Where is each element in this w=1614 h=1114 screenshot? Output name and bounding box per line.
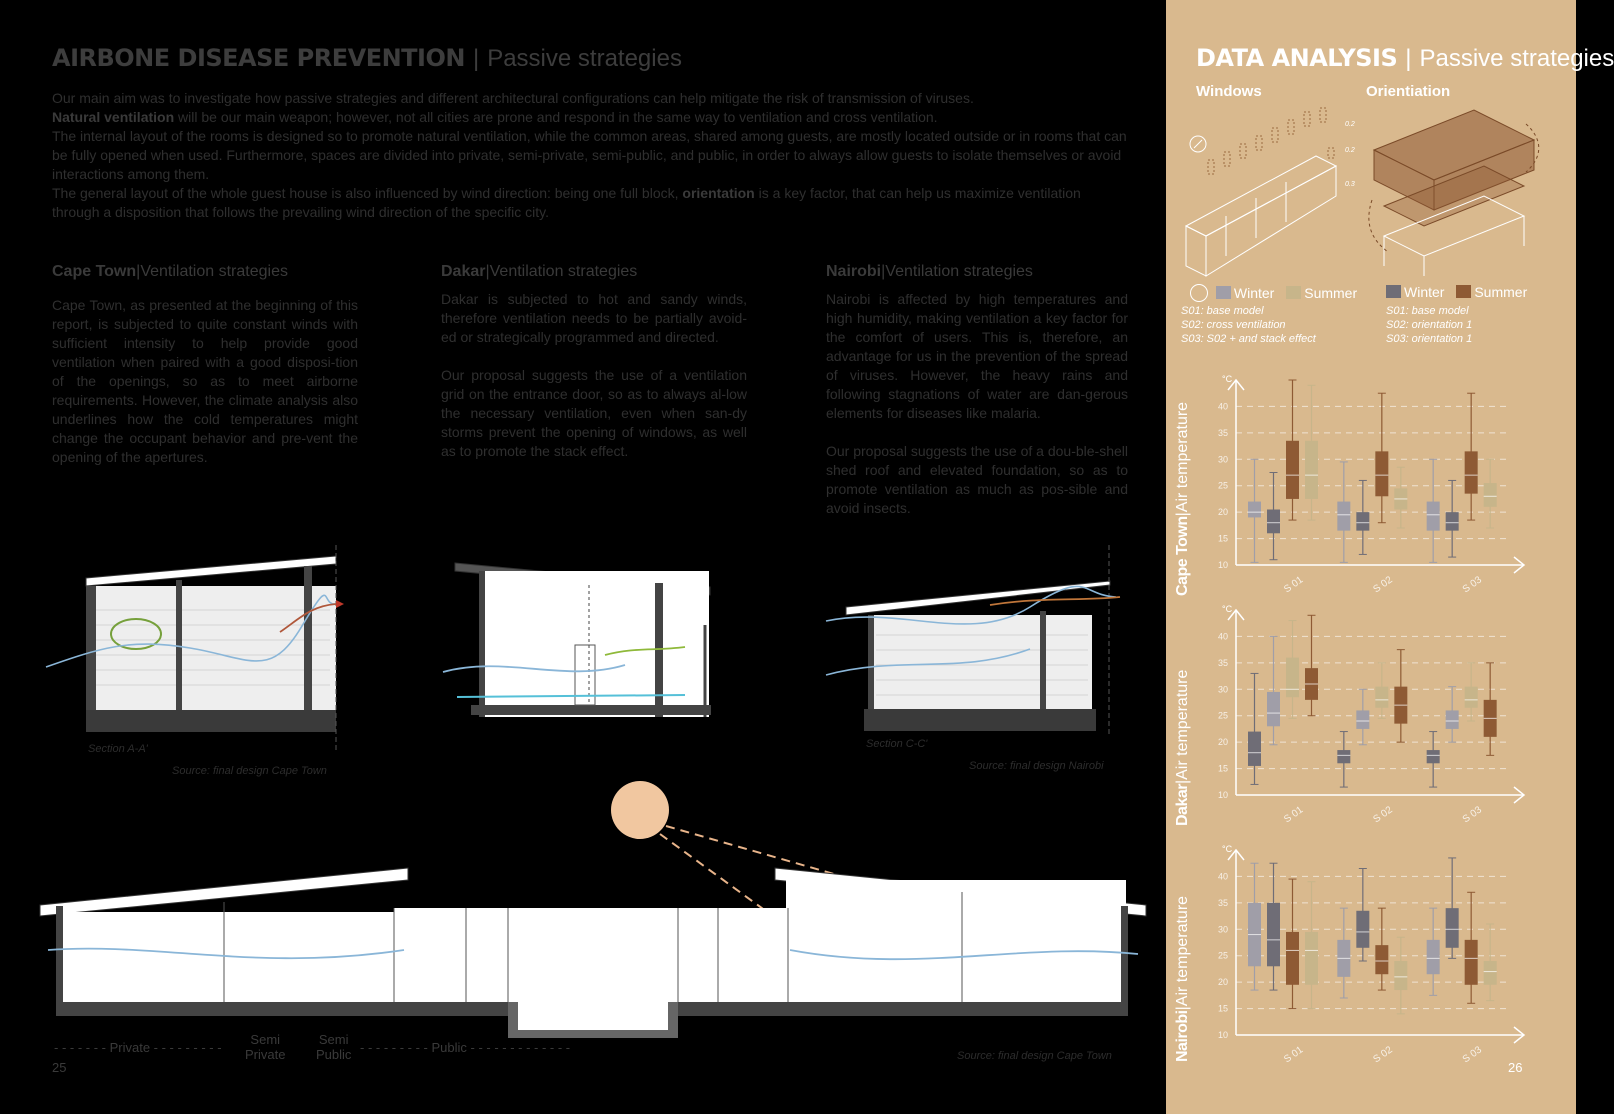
intro-p2: [52, 108, 1132, 127]
y-tick-label: 10: [1217, 1030, 1228, 1040]
chart-ylabel-dakar: [1174, 670, 1192, 826]
intro-p4-a: The general layout of the whole guest house is also influenced by wind direction: being one full block,: [52, 185, 683, 201]
y-tick-label: 35: [1217, 897, 1228, 908]
boxplot-cape-town: [1206, 360, 1536, 600]
heading-sep: |: [485, 263, 490, 280]
ylabel-rest: Air temperature: [1174, 669, 1191, 780]
y-tick-label: 35: [1217, 427, 1228, 438]
y-tick-label: 10: [1217, 560, 1228, 570]
ylabel-sep: |: [1174, 512, 1191, 517]
title-separator: |: [472, 45, 480, 72]
box: [1286, 658, 1299, 698]
heading-nairobi: [826, 263, 1033, 281]
box: [1356, 911, 1369, 948]
y-tick-label: 40: [1217, 631, 1228, 642]
intro-p4: [52, 184, 1132, 222]
ylabel-bold: Dakar: [1174, 784, 1191, 826]
page-number-left: 25: [52, 1060, 67, 1075]
intro-p4-bold: orientation: [682, 185, 755, 201]
zone-semi-public: [316, 1032, 351, 1062]
ylabel-bold: Cape Town: [1174, 516, 1191, 596]
y-tick-label: 40: [1217, 871, 1228, 882]
box: [1375, 945, 1388, 974]
x-tick-label: S 01: [1282, 804, 1306, 826]
heading-city: Dakar: [441, 263, 486, 280]
note-line: S03: S02 + and stack effect: [1181, 333, 1316, 345]
window-tag: 0.3: [1345, 181, 1355, 188]
legend-windows: [1190, 284, 1357, 302]
zone-label: Semi: [250, 1032, 281, 1047]
y-tick-label: 30: [1217, 684, 1228, 695]
zone-public: - - - - - - - - - Public - - - - - - - - - - - - -: [360, 1040, 571, 1055]
legend-summer: Summer: [1474, 284, 1528, 300]
y-tick-label: 20: [1217, 507, 1228, 518]
unit-label: °C: [1222, 604, 1233, 614]
summer-swatch: [1286, 286, 1301, 299]
zone-label: Public: [431, 1040, 467, 1055]
text-dakar: [441, 290, 747, 480]
zone-label: Public: [316, 1047, 352, 1062]
unit-label: °C: [1222, 844, 1233, 854]
box: [1267, 903, 1280, 966]
x-tick-label: S 03: [1460, 804, 1484, 826]
x-tick-label: S 02: [1371, 574, 1395, 596]
page-title-right: [1196, 44, 1614, 73]
box: [1427, 502, 1440, 531]
x-tick-label: S 03: [1460, 1044, 1484, 1066]
section-drawing-nairobi: [820, 545, 1130, 745]
window-tag: 0.2: [1345, 147, 1355, 154]
section-drawing-cape-town: [40, 540, 350, 755]
box: [1356, 710, 1369, 729]
caption-source-bottom: Source: final design Cape Town: [957, 1050, 1112, 1062]
note-line: S02: orientation 1: [1386, 319, 1473, 331]
notes-windows: [1181, 304, 1316, 346]
page-title: [52, 44, 682, 73]
intro-p2-bold: Natural ventilation: [52, 109, 175, 125]
y-tick-label: 25: [1217, 480, 1228, 491]
y-tick-label: 15: [1217, 1003, 1228, 1014]
intro-p1: Our main aim was to investigate how passive strategies and different architectural configurations can help mitigate the risk of transmission of viruses.: [52, 90, 974, 106]
y-tick-label: 15: [1217, 533, 1228, 544]
box: [1465, 687, 1478, 708]
heading-dakar: [441, 263, 637, 281]
section-drawing-dakar: [435, 555, 725, 725]
title-bold: DATA ANALYSIS: [1196, 44, 1398, 72]
summer-swatch: [1456, 285, 1471, 298]
orientation-label: Orientiation: [1366, 83, 1451, 100]
box: [1305, 932, 1318, 985]
x-tick-label: S 01: [1282, 574, 1306, 596]
title-rest: Passive strategies: [1419, 45, 1614, 72]
box: [1248, 732, 1261, 766]
box: [1337, 750, 1350, 763]
paragraph: Cape Town, as presented at the beginning of this report, is subjected to quite constant winds with sufficient intensity to help provide good ventilation when paired with a good disposi-tion of the openings, so as to meet airborne requirements. However, the climate analysis also underlines how the cold temperatures might change the occupant behavior and pre-vent the opening of the apertures.: [52, 297, 358, 465]
x-tick-label: S 03: [1460, 574, 1484, 596]
y-tick-label: 25: [1217, 710, 1228, 721]
intro-p2-rest: will be our main weapon; however, not all cities are prone and respond in the same way to ventilation and cross ventilation.: [174, 109, 938, 125]
ylabel-sep: |: [1174, 1006, 1191, 1011]
box: [1248, 502, 1261, 518]
box: [1427, 750, 1440, 763]
box: [1286, 932, 1299, 985]
sun-icon: [611, 781, 669, 839]
intro-p3: The internal layout of the rooms is designed so to promote natural ventilation, while the common areas, shared among guests, are mostly located outside or in rooms that can be fully opened when used. Furthermore, spaces are divided into private, semi-private, semi-public, and public, in order to always allow guests to isolate themselves or avoid interactions among them.: [52, 128, 1127, 182]
page-number-right: 26: [1508, 1060, 1523, 1075]
caption-section-c: Section C-C': [866, 738, 928, 750]
y-tick-label: 35: [1217, 657, 1228, 668]
zone-label: Semi: [318, 1032, 349, 1047]
heading-cape-town: [52, 263, 288, 281]
winter-swatch: [1386, 285, 1401, 298]
heading-city: Nairobi: [826, 263, 882, 280]
box: [1267, 692, 1280, 726]
paragraph: Our proposal suggests the use of a dou-ble-shell shed roof and elevated foundation, so as to promote ventilation as much as pos-sible and avoid insects.: [826, 443, 1128, 516]
text-cape-town: [52, 296, 358, 486]
right-page: [1166, 0, 1614, 1114]
box: [1465, 940, 1478, 985]
long-section-drawing: [38, 862, 1148, 1042]
box: [1484, 483, 1497, 507]
boxplot-dakar: [1206, 590, 1536, 830]
title-rest: Passive strategies: [487, 45, 682, 72]
y-tick-label: 15: [1217, 763, 1228, 774]
box: [1465, 451, 1478, 493]
zone-semi-private: [245, 1032, 285, 1062]
heading-rest: Ventilation strategies: [489, 263, 638, 280]
x-tick-label: S 02: [1371, 1044, 1395, 1066]
box: [1484, 961, 1497, 985]
heading-rest: Ventilation strategies: [140, 263, 288, 280]
chart-ylabel-nairobi: [1174, 896, 1192, 1062]
winter-swatch: [1216, 286, 1231, 299]
box: [1286, 441, 1299, 499]
x-tick-label: S 01: [1282, 1044, 1306, 1066]
heading-city: Cape Town: [52, 263, 137, 280]
ylabel-rest: Air temperature: [1174, 401, 1191, 513]
y-tick-label: 40: [1217, 401, 1228, 412]
caption-section-a: Section A-A': [88, 743, 148, 755]
legend-summer: Summer: [1304, 285, 1358, 301]
zone-label: Private: [109, 1040, 151, 1055]
boxplot-nairobi: [1206, 830, 1536, 1070]
box: [1446, 710, 1459, 729]
paragraph: Our proposal suggests the use of a ventilation grid on the entrance door, so as to always al-low the necessary ventilation, even when san-dy storms prevent the opening of windows, as well as to promote the stack effect.: [441, 367, 747, 459]
orientation-axonometric: [1366, 100, 1556, 280]
box: [1446, 908, 1459, 948]
paragraph: Nairobi is affected by high temperatures and high humidity, making ventilation a key factor for the comfort of users. This is, therefore, an advantage for us in the prevention of the spread of viruses. However, the heavy rains and following stagnations of water are dan-gerous elements for diseases like malaria.: [826, 291, 1128, 421]
intro-text: [52, 89, 1132, 222]
title-bold: AIRBONE DISEASE PREVENTION: [52, 44, 465, 72]
windows-label: Windows: [1196, 83, 1262, 100]
note-line: S01: base model: [1181, 305, 1264, 317]
zone-private: - - - - - - - Private - - - - - - - - -: [54, 1040, 222, 1055]
zone-label: Private: [245, 1047, 286, 1062]
legend-orientation: [1386, 284, 1527, 300]
y-tick-label: 20: [1217, 977, 1228, 988]
notes-orientation: [1386, 304, 1472, 346]
box: [1337, 502, 1350, 531]
ylabel-bold: Nairobi: [1174, 1010, 1191, 1062]
paragraph: Dakar is subjected to hot and sandy winds, therefore ventilation needs to be partially avoid-ed or strategically programmed and directed.: [441, 291, 747, 345]
legend-winter: Winter: [1233, 285, 1275, 301]
legend-winter: Winter: [1404, 284, 1445, 300]
caption-source-nairobi: Source: final design Nairobi: [969, 760, 1104, 772]
note-line: S03: orientation 1: [1386, 333, 1473, 345]
x-tick-label: S 02: [1371, 804, 1395, 826]
note-line: S02: cross ventilation: [1181, 319, 1286, 331]
chart-ylabel-cape-town: [1174, 402, 1192, 596]
box: [1267, 510, 1280, 534]
box: [1427, 940, 1440, 974]
intro-p4-b: is a key factor, that can help us maximize ventilation through a disposition that follows the prevailing wind direction of the specific city.: [52, 185, 1081, 220]
heading-rest: Ventilation strategies: [885, 263, 1033, 280]
title-separator: |: [1405, 45, 1412, 72]
box: [1375, 451, 1388, 496]
box: [1356, 512, 1369, 531]
y-tick-label: 10: [1217, 790, 1228, 800]
ylabel-rest: Air temperature: [1174, 895, 1191, 1007]
window-tag: 0.2: [1345, 121, 1355, 128]
box: [1446, 512, 1459, 531]
note-line: S01: base model: [1386, 305, 1469, 317]
y-tick-label: 25: [1217, 950, 1228, 961]
box: [1375, 687, 1388, 708]
sun-path-icon: [1190, 284, 1208, 302]
unit-label: °C: [1222, 374, 1233, 384]
box: [1305, 441, 1318, 499]
y-tick-label: 30: [1217, 924, 1228, 935]
heading-sep: |: [136, 263, 141, 280]
ylabel-sep: |: [1174, 779, 1191, 785]
box: [1394, 961, 1407, 990]
y-tick-label: 30: [1217, 454, 1228, 465]
windows-axonometric: [1180, 100, 1360, 280]
text-nairobi: [826, 290, 1128, 537]
caption-source-cape-town: Source: final design Cape Town: [172, 765, 327, 777]
y-tick-label: 20: [1217, 737, 1228, 748]
heading-sep: |: [881, 263, 886, 280]
